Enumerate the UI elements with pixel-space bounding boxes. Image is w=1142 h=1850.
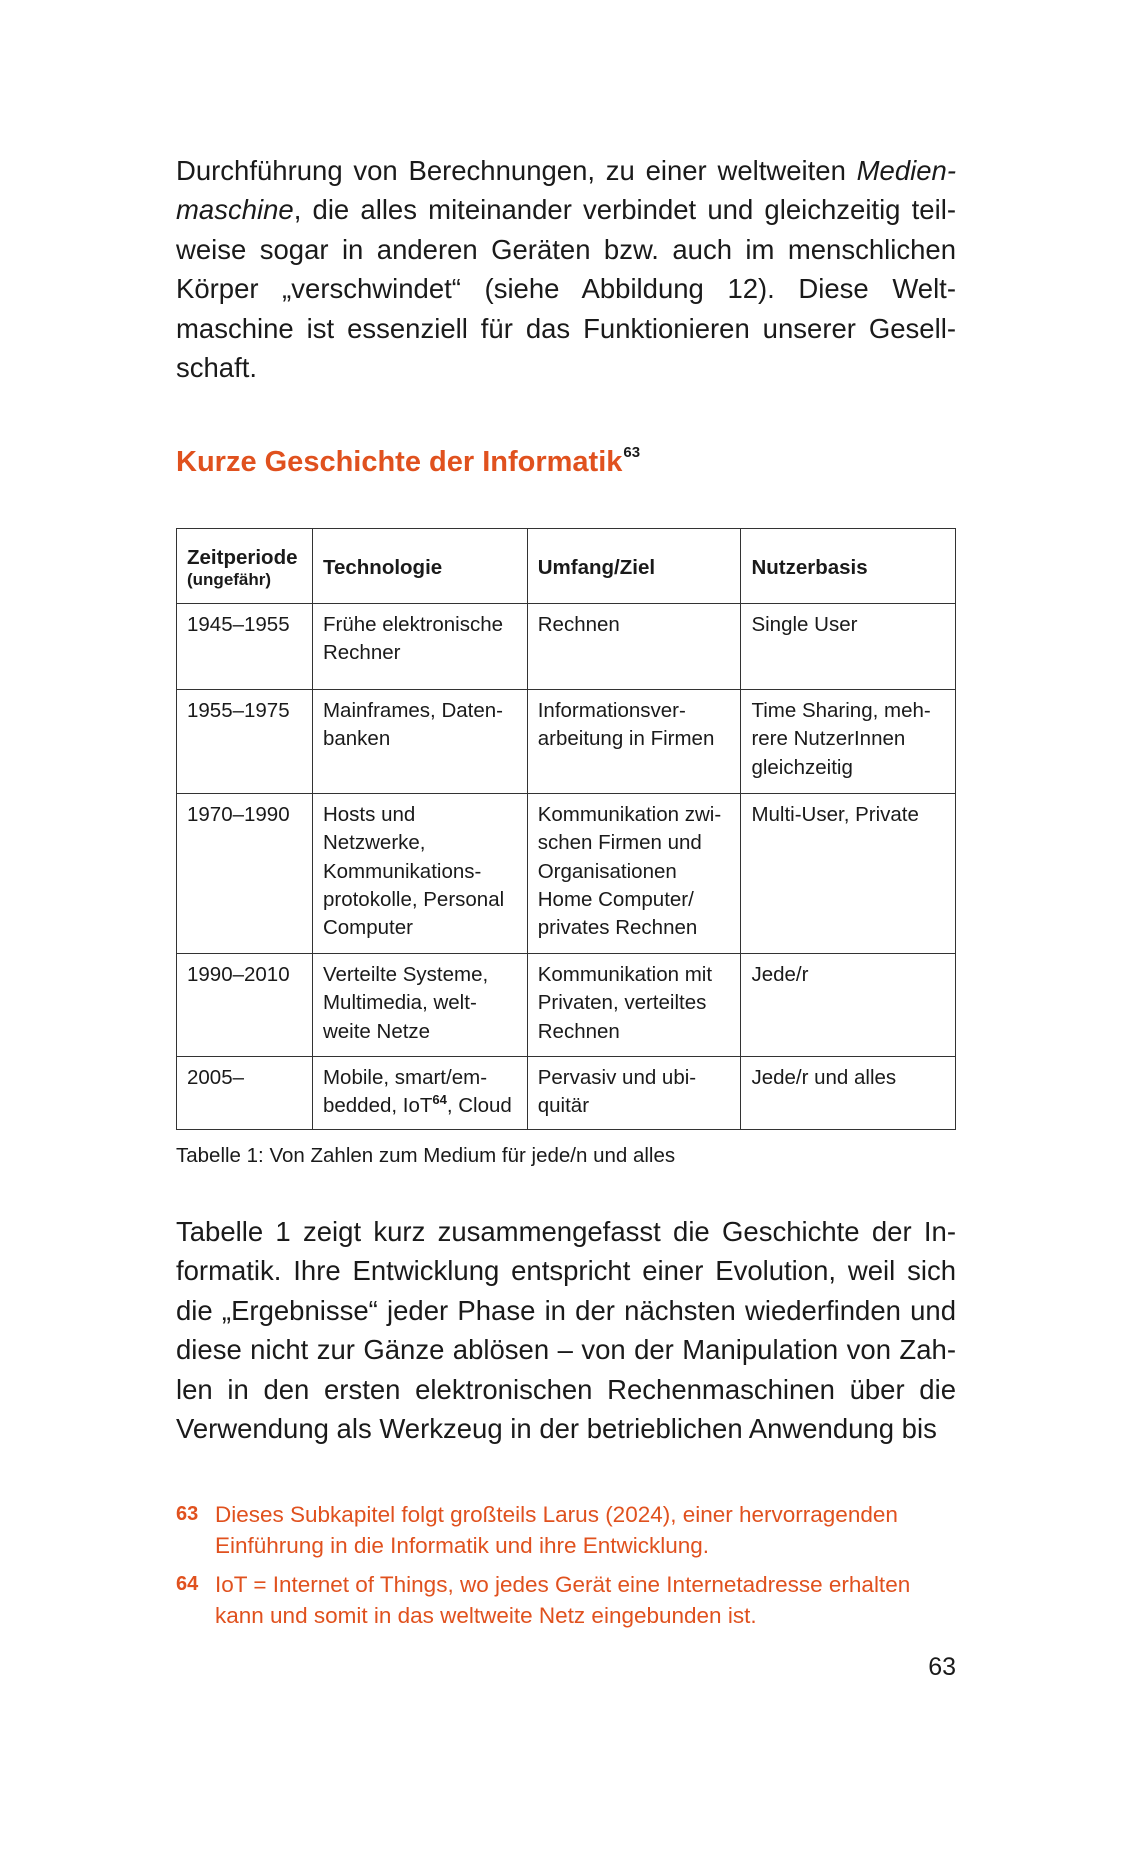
- footnote-ref-63[interactable]: 63: [623, 444, 641, 461]
- table-row: [177, 690, 956, 794]
- footnote-64: [176, 1569, 956, 1631]
- cell-users: Single User: [741, 604, 956, 690]
- table-caption: Tabelle 1: Von Zahlen zum Medium für jede/n und alles: [176, 1144, 676, 1167]
- cell-users: Multi-User, Private: [741, 794, 956, 954]
- footnote-ref-64[interactable]: 64: [432, 1092, 447, 1108]
- cell-scope: Kommunikation mit Privaten, verteiltes Rechnen: [527, 954, 741, 1057]
- footnote-number: 64: [176, 1573, 199, 1595]
- cell-technology: [312, 1057, 527, 1130]
- cell-technology: Verteilte Systeme, Multimedia, weltweite Netze: [312, 954, 527, 1057]
- cell-period: 2005–: [177, 1057, 313, 1130]
- cell-users: Jede/r und alles: [741, 1057, 956, 1130]
- cell-period: 1945–1955: [177, 604, 313, 690]
- section-title: Kurze Geschichte der Informatik: [176, 446, 623, 478]
- footnotes: [176, 1499, 956, 1639]
- cell-scope: Kommunikation zwischen Firmen und Organisationen Home Computer/ privates Rechnen: [527, 794, 741, 954]
- table-row: [177, 954, 956, 1057]
- cell-scope: Informationsverarbeitung in Firmen: [527, 690, 741, 794]
- cell-scope: Pervasiv und ubiquitär: [527, 1057, 741, 1130]
- table-row: [177, 1057, 956, 1130]
- table-header-row: [177, 529, 956, 604]
- footnote-63: [176, 1499, 956, 1561]
- footnote-text: IoT = Internet of Things, wo jedes Gerät eine Internetadresse erhalten kann und somit in das weltweite Netz eingebunden ist.: [215, 1572, 911, 1628]
- cell-technology: Mainframes, Datenbanken: [312, 690, 527, 794]
- history-table: [176, 528, 956, 1130]
- section-heading: [176, 446, 640, 479]
- footnote-text: Dieses Subkapitel folgt großteils Larus (2024), einer hervorragenden Einführung in die Informatik und ihre Entwicklung.: [215, 1502, 898, 1558]
- paragraph-text-before: Durchführung von Berechnungen, zu einer weltweiten: [176, 155, 857, 186]
- cell-technology-text-end: , Cloud: [446, 1094, 512, 1118]
- table-row: [177, 604, 956, 690]
- cell-technology: Frühe elektronische Rechner: [312, 604, 527, 690]
- footnote-number: 63: [176, 1503, 199, 1525]
- body-paragraph-evolution: Tabelle 1 zeigt kurz zusammengefasst die Geschichte der Informatik. Ihre Entwicklung entspricht einer Evolution, weil sich die „Ergebnisse“ jeder Phase in der nächsten wiederfinden und diese nicht zur Gänze ablösen – von der Manipulation von Zahlen in den ersten elektronischen Rechenmaschinen über die Verwendung als Werkzeug in der betrieblichen Anwendung bis: [176, 1216, 956, 1445]
- page-number: 63: [928, 1653, 956, 1681]
- book-page: [176, 0, 956, 1850]
- cell-period: 1955–1975: [177, 690, 313, 794]
- cell-technology: Hosts und Netzwerke, Kommunikationsprotokolle, Personal Computer: [312, 794, 527, 954]
- header-period-label: Zeitperiode: [187, 546, 298, 569]
- cell-users: Time Sharing, mehrere NutzerInnen gleichzeitig: [741, 690, 956, 794]
- body-paragraph-intro: [176, 151, 956, 387]
- cell-technology-text: Mobile, smart/embedded, IoT: [322, 1066, 488, 1118]
- cell-scope: Rechnen: [527, 604, 741, 690]
- cell-users: Jede/r: [741, 954, 956, 1057]
- cell-period: 1990–2010: [177, 954, 313, 1057]
- table-row: [177, 794, 956, 954]
- header-technology: Technologie: [312, 529, 527, 604]
- header-users: Nutzerbasis: [741, 529, 956, 604]
- paragraph-text-after: , die alles miteinander verbindet und gleichzeitig teilweise sogar in anderen Geräten bzw. auch im menschlichen Körper „verschwindet“ (siehe Abbildung 12). Diese Weltmaschine ist essenziell für das Funktionieren unserer Gesellschaft.: [176, 194, 956, 384]
- header-period: [177, 529, 313, 604]
- emphasis-term: Medienmaschine: [176, 155, 956, 226]
- header-period-note: (ungefähr): [187, 570, 272, 589]
- header-scope: Umfang/Ziel: [527, 529, 741, 604]
- cell-period: 1970–1990: [177, 794, 313, 954]
